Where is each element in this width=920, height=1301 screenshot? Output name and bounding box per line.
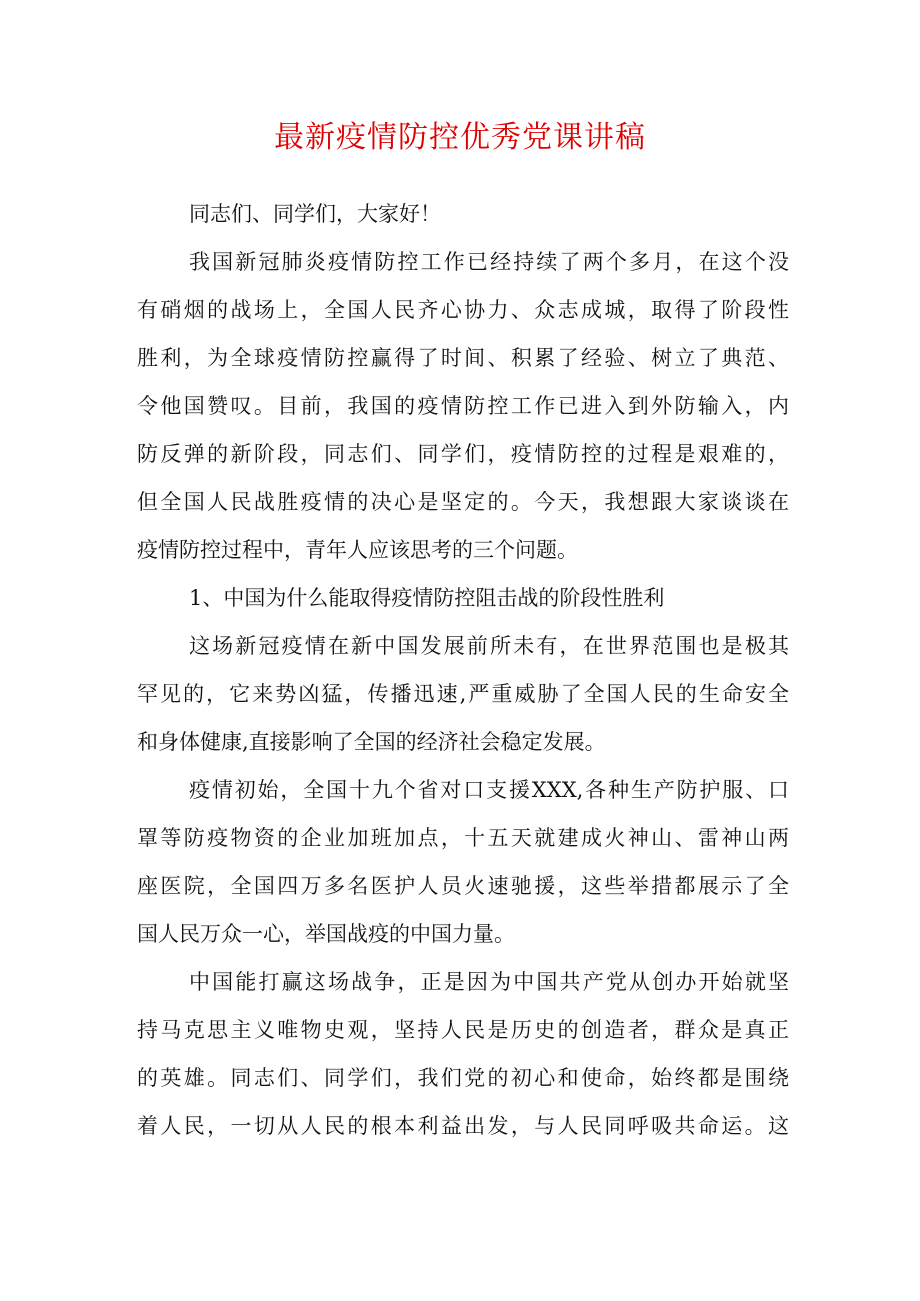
body-line: 持马克思主义唯物史观，坚持人民是历史的创造者，群众是真正 (137, 1018, 789, 1042)
document-title: 最新疫情防控优秀党课讲稿 (274, 120, 646, 155)
document-body (137, 190, 789, 1150)
body-line: 罩等防疫物资的企业加班加点，十五天就建成火神山、雷神山两 (137, 826, 789, 850)
body-line: 着人民，一切从人民的根本利益出发，与人民同呼吸共命运。这 (137, 1114, 789, 1138)
body-line: 有硝烟的战场上，全国人民齐心协力、众志成城，取得了阶段性 (137, 298, 789, 322)
body-line: 疫情初始，全国十九个省对口支援XXX,各种生产防护服、口 (189, 778, 789, 802)
body-line: 我国新冠肺炎疫情防控工作已经持续了两个多月，在这个没 (189, 250, 789, 274)
section-heading: 1、中国为什么能取得疫情防控阻击战的阶段性胜利 (189, 586, 665, 610)
body-line: 同志们、同学们，大家好！ (189, 202, 441, 226)
body-line: 国人民万众一心，举国战疫的中国力量。 (137, 922, 515, 946)
body-line: 这场新冠疫情在新中国发展前所未有，在世界范围也是极其 (189, 634, 789, 658)
body-line: 但全国人民战胜疫情的决心是坚定的。今天，我想跟大家谈谈在 (137, 490, 789, 514)
body-line: 中国能打赢这场战争，正是因为中国共产党从创办开始就坚 (189, 970, 789, 994)
body-line: 的英雄。同志们、同学们，我们党的初心和使命，始终都是围绕 (137, 1066, 789, 1090)
body-line: 防反弹的新阶段，同志们、同学们，疫情防控的过程是艰难的， (137, 442, 789, 466)
body-line: 疫情防控过程中，青年人应该思考的三个问题。 (137, 538, 578, 562)
body-line: 胜利，为全球疫情防控赢得了时间、积累了经验、树立了典范、 (137, 346, 789, 370)
body-line: 罕见的，它来势凶猛，传播迅速,严重威胁了全国人民的生命安全 (137, 682, 789, 706)
body-line: 座医院，全国四万多名医护人员火速驰援，这些举措都展示了全 (137, 874, 789, 898)
body-line: 和身体健康,直接影响了全国的经济社会稳定发展。 (137, 730, 606, 754)
body-line: 令他国赞叹。目前，我国的疫情防控工作已进入到外防输入，内 (137, 394, 789, 418)
